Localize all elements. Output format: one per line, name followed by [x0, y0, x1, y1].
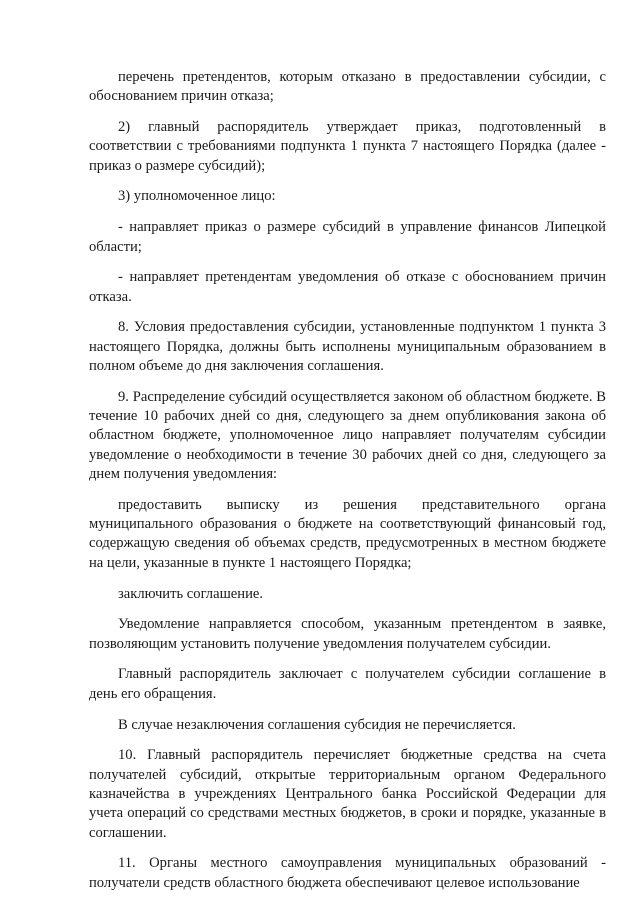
paragraph-send-order: - направляет приказ о размере субсидий в управление финансов Липецкой области;: [89, 219, 606, 255]
paragraph-item-11: 11. Органы местного самоуправления муниципальных образований - получатели средств областного бюджета обеспечивают целевое использование: [89, 855, 606, 891]
paragraph-rejection-list: перечень претендентов, которым отказано в предоставлении субсидии, с обоснованием причин отказа;: [89, 69, 606, 105]
document-body: [89, 68, 606, 893]
paragraph-provide-extract: предоставить выписку из решения представительного органа муниципального образования о бюджете на соответствующий финансовый год, содержащую сведения об объемах средств, предусмотренных в местном бюджете на цели, указанные в пункте 1 настоящего Порядка;: [89, 496, 606, 571]
paragraph-notification-method: Уведомление направляется способом, указанным претендентом в заявке, позволяющим установить получение уведомления получателем субсидии.: [89, 616, 606, 652]
paragraph-send-refusals: - направляет претендентам уведомления об отказе с обоснованием причин отказа.: [89, 269, 606, 305]
paragraph-item-8: 8. Условия предоставления субсидии, установленные подпунктом 1 пункта 3 настоящего Порядка, должны быть исполнены муниципальным образованием в полном объеме до дня заключения соглашения.: [89, 319, 606, 375]
paragraph-authorized-person: 3) уполномоченное лицо:: [118, 188, 276, 205]
paragraph-agreement-day: Главный распорядитель заключает с получателем субсидии соглашение в день его обращения.: [89, 666, 606, 702]
paragraph-no-agreement: В случае незаключения соглашения субсидия не перечисляется.: [118, 716, 516, 733]
paragraph-approve-order: 2) главный распорядитель утверждает приказ, подготовленный в соответствии с требованиями подпункта 1 пункта 7 настоящего Порядка (далее - приказ о размере субсидий);: [89, 119, 606, 174]
paragraph-item-9: 9. Распределение субсидий осуществляется законом об областном бюджете. В течение 10 рабочих дней со дня, следующего за днем опубликования закона об областном бюджете, уполномоченное лицо направляет получателям субсидии уведомление о необходимости в течение 30 рабочих дней со дня, следующего за днем получения уведомления:: [89, 388, 606, 483]
paragraph-conclude-agreement: заключить соглашение.: [118, 585, 264, 602]
paragraph-item-10: 10. Главный распорядитель перечисляет бюджетные средства на счета получателей субсидий, открытые территориальным органом Федерального казначейства в учреждениях Центрального банка Российской Федерации для учета операций со средствами местных бюджетов, в сроки и порядке, указанные в соглашении.: [89, 747, 606, 841]
